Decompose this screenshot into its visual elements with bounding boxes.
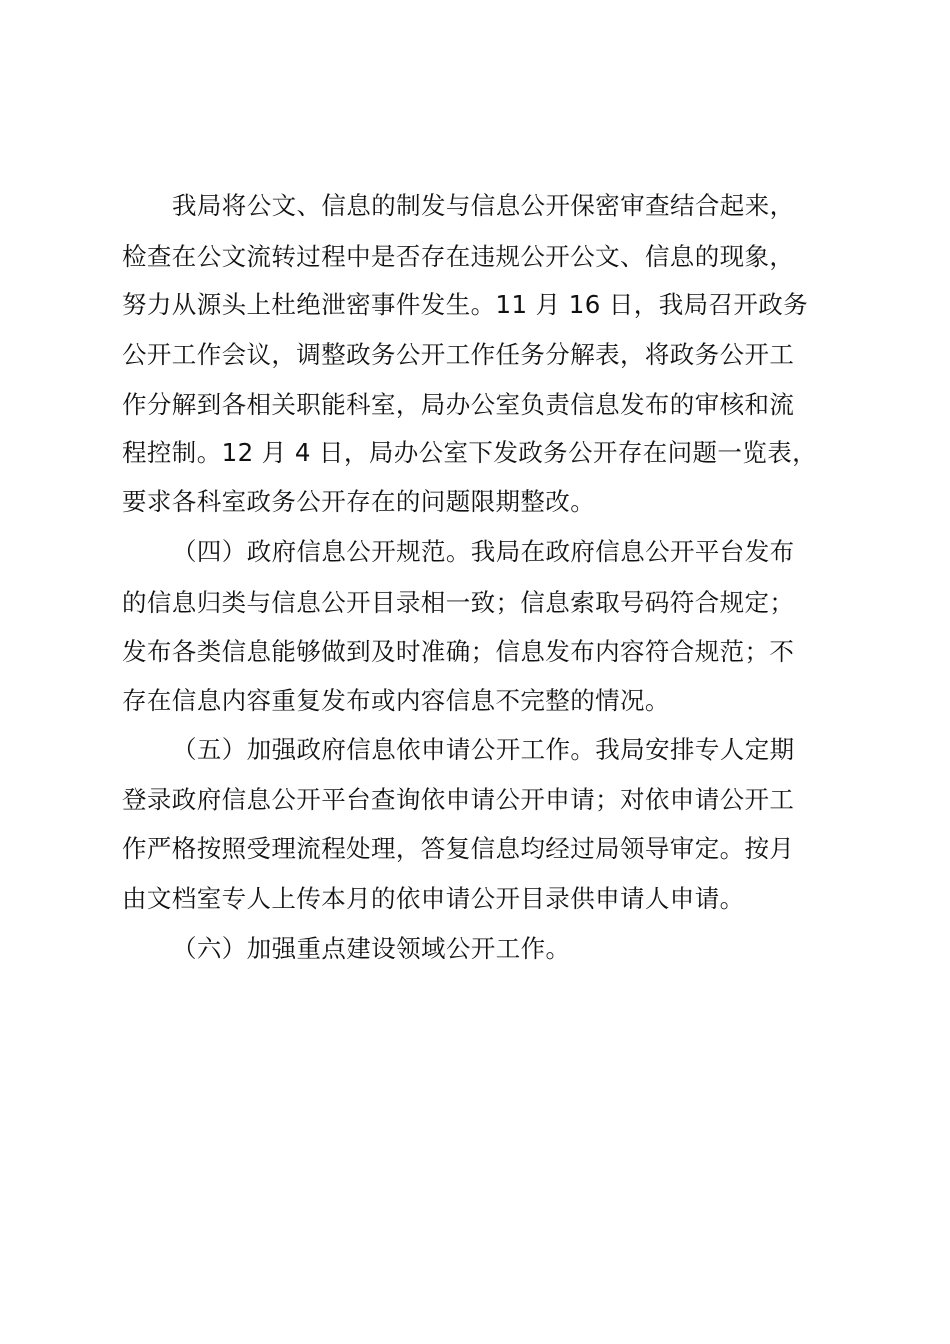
paragraph-line: 的信息归类与信息公开目录相一致；信息索取号码符合规定； [122,588,795,617]
paragraph-line: 要求各科室政务公开存在的问题限期整改。 [122,487,596,516]
paragraph-line: 登录政府信息公开平台查询依申请公开申请；对依申请公开工 [122,785,795,814]
paragraph-line: 作严格按照受理流程处理，答复信息均经过局领导审定。按月 [122,834,795,863]
paragraph-line: 程控制。12 月 4 日，局办公室下发政务公开存在问题一览表， [122,438,818,467]
paragraph-line: 作分解到各相关职能科室，局办公室负责信息发布的审核和流 [122,390,795,419]
paragraph-line: 公开工作会议，调整政务公开工作任务分解表，将政务公开工 [122,340,795,369]
paragraph-line: 存在信息内容重复发布或内容信息不完整的情况。 [122,686,670,715]
paragraph-line: 由文档室专人上传本月的依申请公开目录供申请人申请。 [122,884,745,913]
paragraph-line: 我局将公文、信息的制发与信息公开保密审查结合起来， [172,191,795,220]
paragraph-line: 检查在公文流转过程中是否存在违规公开公文、信息的现象， [122,242,795,271]
paragraph-line: （六）加强重点建设领域公开工作。 [172,934,571,963]
paragraph-line: （五）加强政府信息依申请公开工作。我局安排专人定期 [172,735,795,764]
paragraph-line: 发布各类信息能够做到及时准确；信息发布内容符合规范；不 [122,637,795,666]
paragraph-line: （四）政府信息公开规范。我局在政府信息公开平台发布 [172,537,795,566]
paragraph-line: 努力从源头上杜绝泄密事件发生。11 月 16 日，我局召开政务 [122,290,809,319]
